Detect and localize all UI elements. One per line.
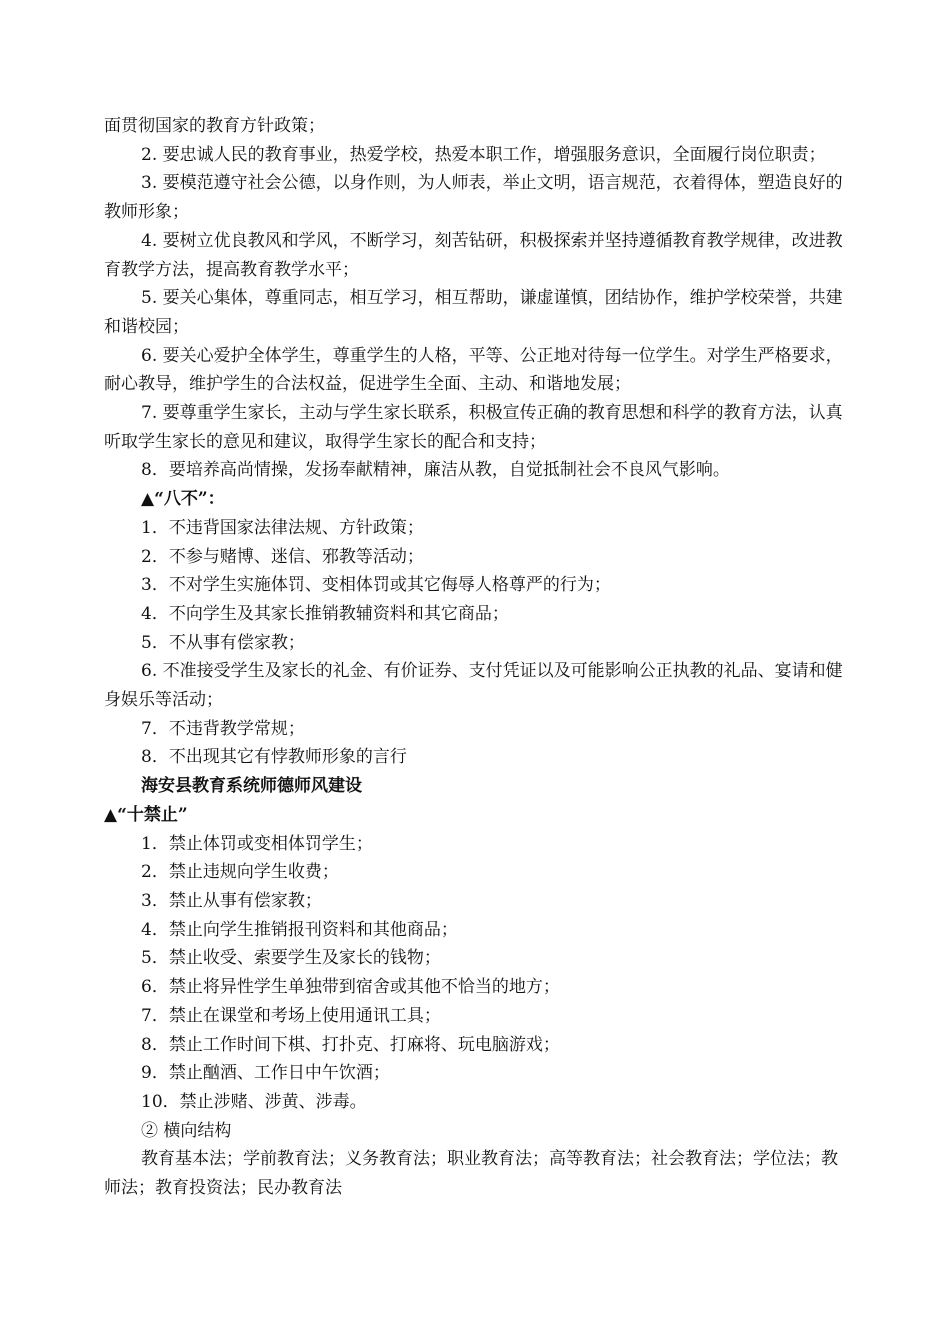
- paragraph: 7. 要尊重学生家长，主动与学生家长联系，积极宣传正确的教育思想和科学的教育方法，认真听取学生家长的意见和建议，取得学生家长的配合和支持；: [104, 403, 843, 452]
- list-item: 5．禁止收受、索要学生及家长的钱物；: [141, 948, 441, 969]
- document-page: [104, 112, 850, 1203]
- list-item: 6．禁止将异性学生单独带到宿舍或其他不恰当的地方；: [141, 977, 560, 998]
- list-item: 2．禁止违规向学生收费；: [141, 862, 339, 883]
- section-heading-ba-bu: ▲“八不”：: [141, 489, 225, 510]
- list-item: 2．不参与赌博、迷信、邪教等活动；: [141, 546, 424, 567]
- list-item: 4．不向学生及其家长推销教辅资料和其它商品；: [141, 603, 509, 624]
- subsection-heading: ② 横向结构: [141, 1120, 232, 1141]
- list-item: 3．禁止从事有偿家教；: [141, 890, 322, 911]
- section-heading-shi-jin-zhi: ▲“十禁止”: [104, 804, 188, 825]
- paragraph: 面贯彻国家的教育方针政策；: [104, 116, 325, 136]
- section-title: 海安县教育系统师德师风建设: [141, 776, 362, 797]
- list-item: 7．禁止在课堂和考场上使用通讯工具；: [141, 1005, 441, 1026]
- list-item: 10．禁止涉赌、涉黄、涉毒。: [141, 1091, 367, 1112]
- list-item: 7．不违背教学常规；: [141, 718, 305, 739]
- list-item: 5．不从事有偿家教；: [141, 632, 305, 653]
- paragraph: 2. 要忠诚人民的教育事业，热爱学校，热爱本职工作，增强服务意识，全面履行岗位职责；: [141, 144, 826, 165]
- list-item: 9．禁止酗酒、工作日中午饮酒；: [141, 1063, 390, 1084]
- list-item: 8．禁止工作时间下棋、打扑克、打麻将、玩电脑游戏；: [141, 1034, 560, 1055]
- list-item: 4．禁止向学生推销报刊资料和其他商品；: [141, 919, 458, 940]
- paragraph: 5. 要关心集体，尊重同志，相互学习，相互帮助，谦虚谨慎，团结协作，维护学校荣誉，共建和谐校园；: [104, 288, 843, 337]
- list-item: 1．不违背国家法律法规、方针政策；: [141, 517, 424, 538]
- list-item: 8．不出现其它有悖教师形象的言行: [141, 747, 407, 768]
- list-item: 1．禁止体罚或变相体罚学生；: [141, 833, 373, 854]
- paragraph: 教育基本法；学前教育法；义务教育法；职业教育法；高等教育法；社会教育法；学位法；教师法；教育投资法；民办教育法: [104, 1149, 838, 1199]
- paragraph: 3. 要模范遵守社会公德，以身作则，为人师表，举止文明，语言规范，衣着得体，塑造良好的教师形象；: [104, 173, 843, 223]
- paragraph: 4. 要树立优良教风和学风，不断学习，刻苦钻研，积极探索并坚持遵循教育教学规律，改进教育教学方法，提高教育教学水平；: [104, 230, 843, 280]
- list-item: 3．不对学生实施体罚、变相体罚或其它侮辱人格尊严的行为；: [141, 575, 611, 596]
- list-item: 6. 不准接受学生及家长的礼金、有价证券、支付凭证以及可能影响公正执教的礼品、宴请和健身娱乐等活动；: [104, 661, 843, 711]
- paragraph: 8．要培养高尚情操，发扬奉献精神，廉洁从教，自觉抵制社会不良风气影响。: [141, 460, 730, 481]
- paragraph: 6. 要关心爱护全体学生，尊重学生的人格，平等、公正地对待每一位学生。对学生严格要求，耐心教导，维护学生的合法权益，促进学生全面、主动、和谐地发展；: [104, 345, 843, 395]
